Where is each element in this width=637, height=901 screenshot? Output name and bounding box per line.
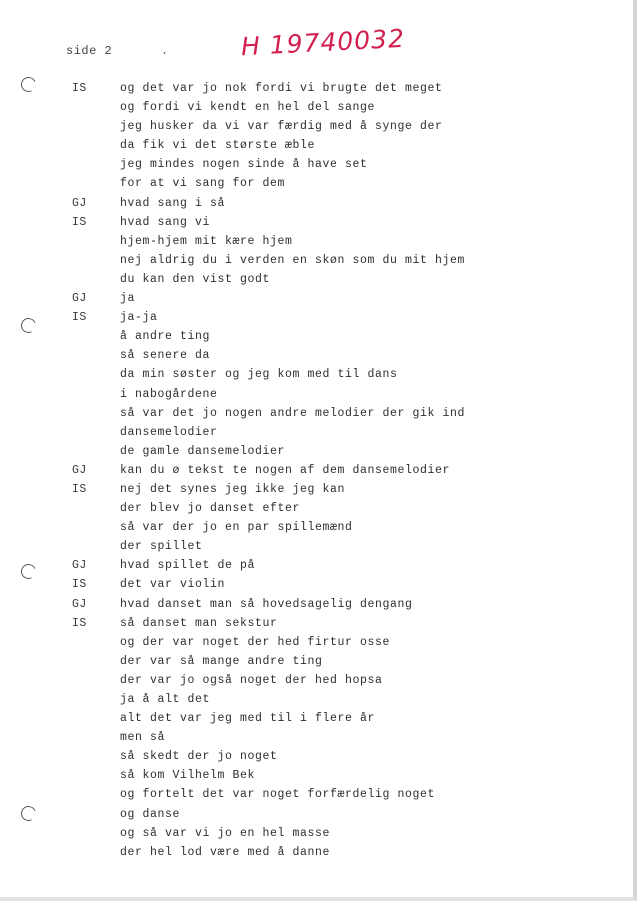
utterance-text: dansemelodier [120,425,218,439]
utterance-text: og der var noget der hed firtur osse [120,635,391,649]
utterance-text: du kan den vist godt [120,272,271,286]
transcript-line [0,693,637,712]
transcript-line [0,101,637,120]
transcript-line [0,139,637,158]
transcript-line [0,426,637,445]
transcript-line [0,712,637,731]
utterance-text: så var der jo en par spillemænd [120,521,353,535]
transcript-line [0,636,637,655]
utterance-text: hvad sang i så [120,196,226,210]
transcript-line [0,254,637,273]
utterance-text: hjem-hjem mit kære hjem [120,234,293,248]
transcript-line [0,216,637,235]
utterance-text: de gamle dansemelodier [120,444,286,458]
transcript-line [0,235,637,254]
transcript-line [0,311,637,330]
speaker-label: IS [72,578,87,592]
utterance-text: og så var vi jo en hel masse [120,826,331,840]
utterance-text: det var violin [120,578,226,592]
speaker-label: GJ [72,463,87,477]
speaker-label: GJ [72,597,87,611]
utterance-text: der blev jo danset efter [120,502,301,516]
transcript-line [0,330,637,349]
utterance-text: så skedt der jo noget [120,750,278,764]
utterance-text: og fortelt det var noget forfærdelig noget [120,788,436,802]
archive-number: H 19740032 [240,23,406,62]
transcript-line [0,674,637,693]
speaker-label: IS [72,482,87,496]
utterance-text: for at vi sang for dem [120,177,286,191]
utterance-text: nej det synes jeg ikke jeg kan [120,482,346,496]
transcript-line [0,502,637,521]
speaker-label: IS [72,616,87,630]
utterance-text: men så [120,731,166,745]
page-label: side 2 [66,44,113,58]
transcript-line [0,464,637,483]
utterance-text: i nabogårdene [120,387,218,401]
utterance-text: og det var jo nok fordi vi brugte det meget [120,82,443,95]
transcript-line [0,407,637,426]
transcript-line [0,655,637,674]
utterance-text: ja [120,292,136,306]
transcript-line [0,368,637,387]
utterance-text: da min søster og jeg kom med til dans [120,368,398,382]
speaker-label: IS [72,311,87,325]
utterance-text: ja å alt det [120,693,211,706]
utterance-text: der var jo også noget der hed hopsa [120,673,383,687]
utterance-text: der hel lod være med å danne [120,845,331,859]
utterance-text: jeg husker da vi var færdig med å synge der [120,120,443,134]
transcript-line [0,750,637,769]
transcript-line [0,158,637,177]
transcript-line [0,846,637,865]
utterance-text: ja-ja [120,311,158,325]
utterance-text: så danset man sekstur [120,616,278,630]
transcript-line [0,788,637,807]
utterance-text: så var det jo nogen andre melodier der gik ind [120,406,466,420]
transcript-line [0,617,637,636]
transcript-line [0,769,637,788]
header-dot: . [161,44,169,58]
transcript-line [0,578,637,597]
speaker-label: GJ [72,196,87,210]
utterance-text: å andre ting [120,330,211,344]
utterance-text: hvad sang vi [120,215,211,229]
utterance-text: og danse [120,807,181,821]
utterance-text: alt det var jeg med til i flere år [120,712,376,726]
utterance-text: så kom Vilhelm Bek [120,769,256,783]
transcript-line [0,827,637,846]
transcript-line [0,731,637,750]
utterance-text: der spillet [120,540,203,554]
utterance-text: hvad spillet de på [120,559,256,573]
speaker-label: GJ [72,559,87,573]
utterance-text: og fordi vi kendt en hel del sange [120,101,376,115]
utterance-text: nej aldrig du i verden en skøn som du mit hjem [120,253,466,267]
transcript-line [0,521,637,540]
speaker-label: IS [72,82,87,95]
speaker-label: GJ [72,292,87,306]
utterance-text: hvad danset man så hovedsagelig dengang [120,597,413,611]
transcript-line [0,197,637,216]
transcript-line [0,445,637,464]
transcript-line [0,292,637,311]
utterance-text: jeg mindes nogen sinde å have set [120,158,368,172]
transcript-line [0,808,637,827]
transcript-line [0,349,637,368]
transcript-line [0,540,637,559]
transcript-line [0,559,637,578]
speaker-label: IS [72,215,87,229]
utterance-text: der var så mange andre ting [120,654,323,668]
utterance-text: da fik vi det største æble [120,139,316,153]
utterance-text: så senere da [120,349,211,363]
transcript-line [0,120,637,139]
transcript [0,82,637,865]
transcript-line [0,598,637,617]
transcript-line [0,273,637,292]
transcript-line [0,177,637,196]
utterance-text: kan du ø tekst te nogen af dem dansemelodier [120,463,451,477]
transcript-line [0,388,637,407]
transcript-line [0,82,637,101]
transcript-line [0,483,637,502]
